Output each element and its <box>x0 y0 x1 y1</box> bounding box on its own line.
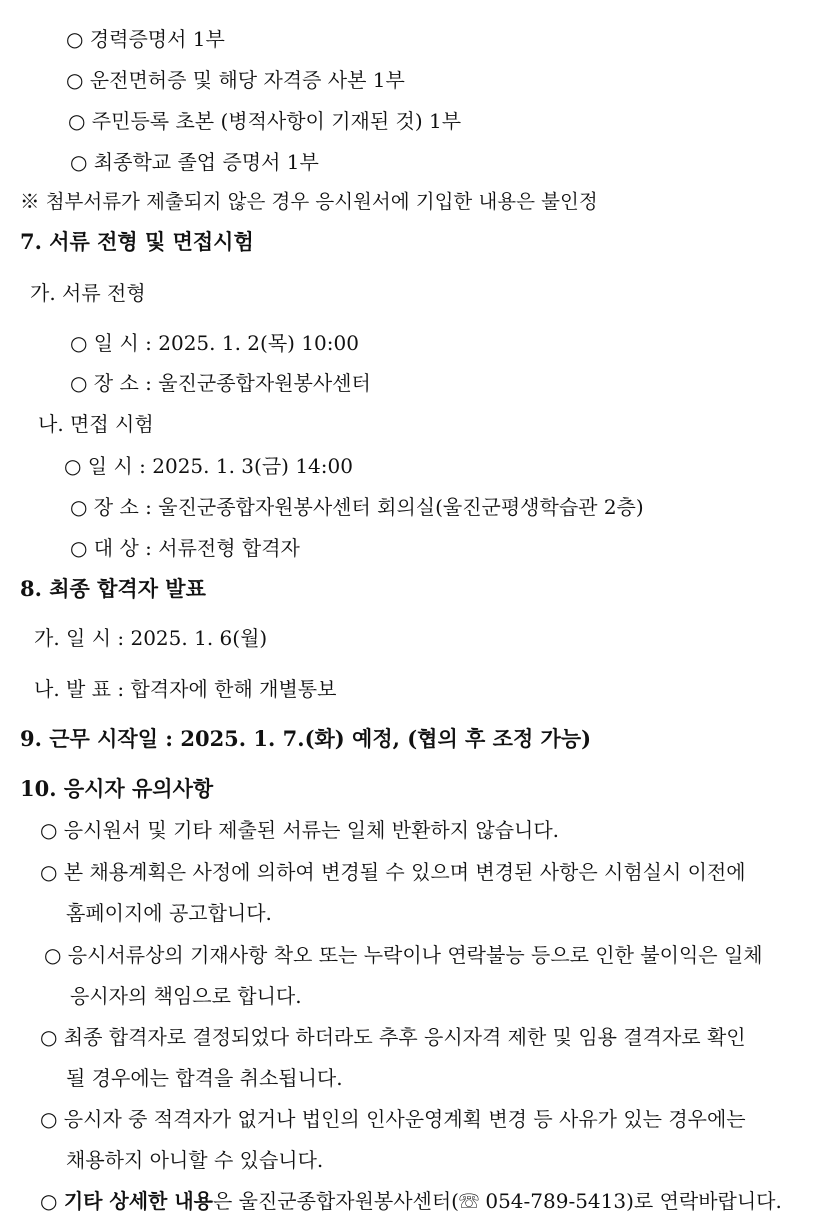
notice-6-bullet: ○ <box>40 1189 64 1213</box>
notice-5-line-1: ○ 응시자 중 적격자가 없거나 법인의 인사운영계획 변경 등 사유가 있는 경우에는 <box>40 1107 746 1131</box>
attachment-resident-abstract: ○ 주민등록 초본 (병적사항이 기재된 것) 1부 <box>68 109 462 133</box>
notice-4-line-2: 될 경우에는 합격을 취소됩니다. <box>66 1066 343 1090</box>
doc-screening-label: 가. 서류 전형 <box>30 281 146 305</box>
interview-label: 나. 면접 시험 <box>38 412 154 436</box>
notice-2-line-2: 홈페이지에 공고합니다. <box>66 901 272 925</box>
notice-3-line-2: 응시자의 책임으로 합니다. <box>70 984 302 1008</box>
interview-target: ○ 대 상 : 서류전형 합격자 <box>70 536 300 560</box>
section-10-title: 10. 응시자 유의사항 <box>20 776 214 801</box>
section-9-title: 9. 근무 시작일 : 2025. 1. 7.(화) 예정, (협의 후 조정 가능) <box>20 726 592 751</box>
interview-place: ○ 장 소 : 울진군종합자원봉사센터 회의실(울진군평생학습관 2층) <box>70 495 644 519</box>
notice-5-line-2: 채용하지 아니할 수 있습니다. <box>66 1148 324 1172</box>
notice-6-contact: 은 울진군종합자원봉사센터(☏ 054-789-5413)로 연락바랍니다. <box>212 1189 782 1213</box>
notice-6-emphasis: 기타 상세한 내용 <box>63 1189 213 1213</box>
doc-screening-place: ○ 장 소 : 울진군종합자원봉사센터 <box>70 371 371 395</box>
announcement-date: 가. 일 시 : 2025. 1. 6(월) <box>34 626 268 650</box>
section-7-title: 7. 서류 전형 및 면접시험 <box>20 229 254 254</box>
section-8-title: 8. 최종 합격자 발표 <box>20 576 206 601</box>
interview-date: ○ 일 시 : 2025. 1. 3(금) 14:00 <box>64 454 353 478</box>
notice-1: ○ 응시원서 및 기타 제출된 서류는 일체 반환하지 않습니다. <box>40 818 560 842</box>
notice-3-line-1: ○ 응시서류상의 기재사항 착오 또는 누락이나 연락불능 등으로 인한 불이익은 일체 <box>44 943 763 967</box>
attachment-license-copy: ○ 운전면허증 및 해당 자격증 사본 1부 <box>66 68 405 92</box>
notice-2-line-1: ○ 본 채용계획은 사정에 의하여 변경될 수 있으며 변경된 사항은 시험실시 이전에 <box>40 860 746 884</box>
announcement-method: 나. 발 표 : 합격자에 한해 개별통보 <box>34 677 337 701</box>
attachment-career-cert: ○ 경력증명서 1부 <box>66 27 225 51</box>
attachment-note: ※ 첨부서류가 제출되지 않은 경우 응시원서에 기입한 내용은 불인정 <box>20 190 598 213</box>
notice-4-line-1: ○ 최종 합격자로 결정되었다 하더라도 추후 응시자격 제한 및 임용 결격자로 확인 <box>40 1025 746 1049</box>
doc-screening-date: ○ 일 시 : 2025. 1. 2(목) 10:00 <box>70 331 359 355</box>
notice-6 <box>40 1188 782 1214</box>
attachment-graduation-cert: ○ 최종학교 졸업 증명서 1부 <box>70 150 319 174</box>
